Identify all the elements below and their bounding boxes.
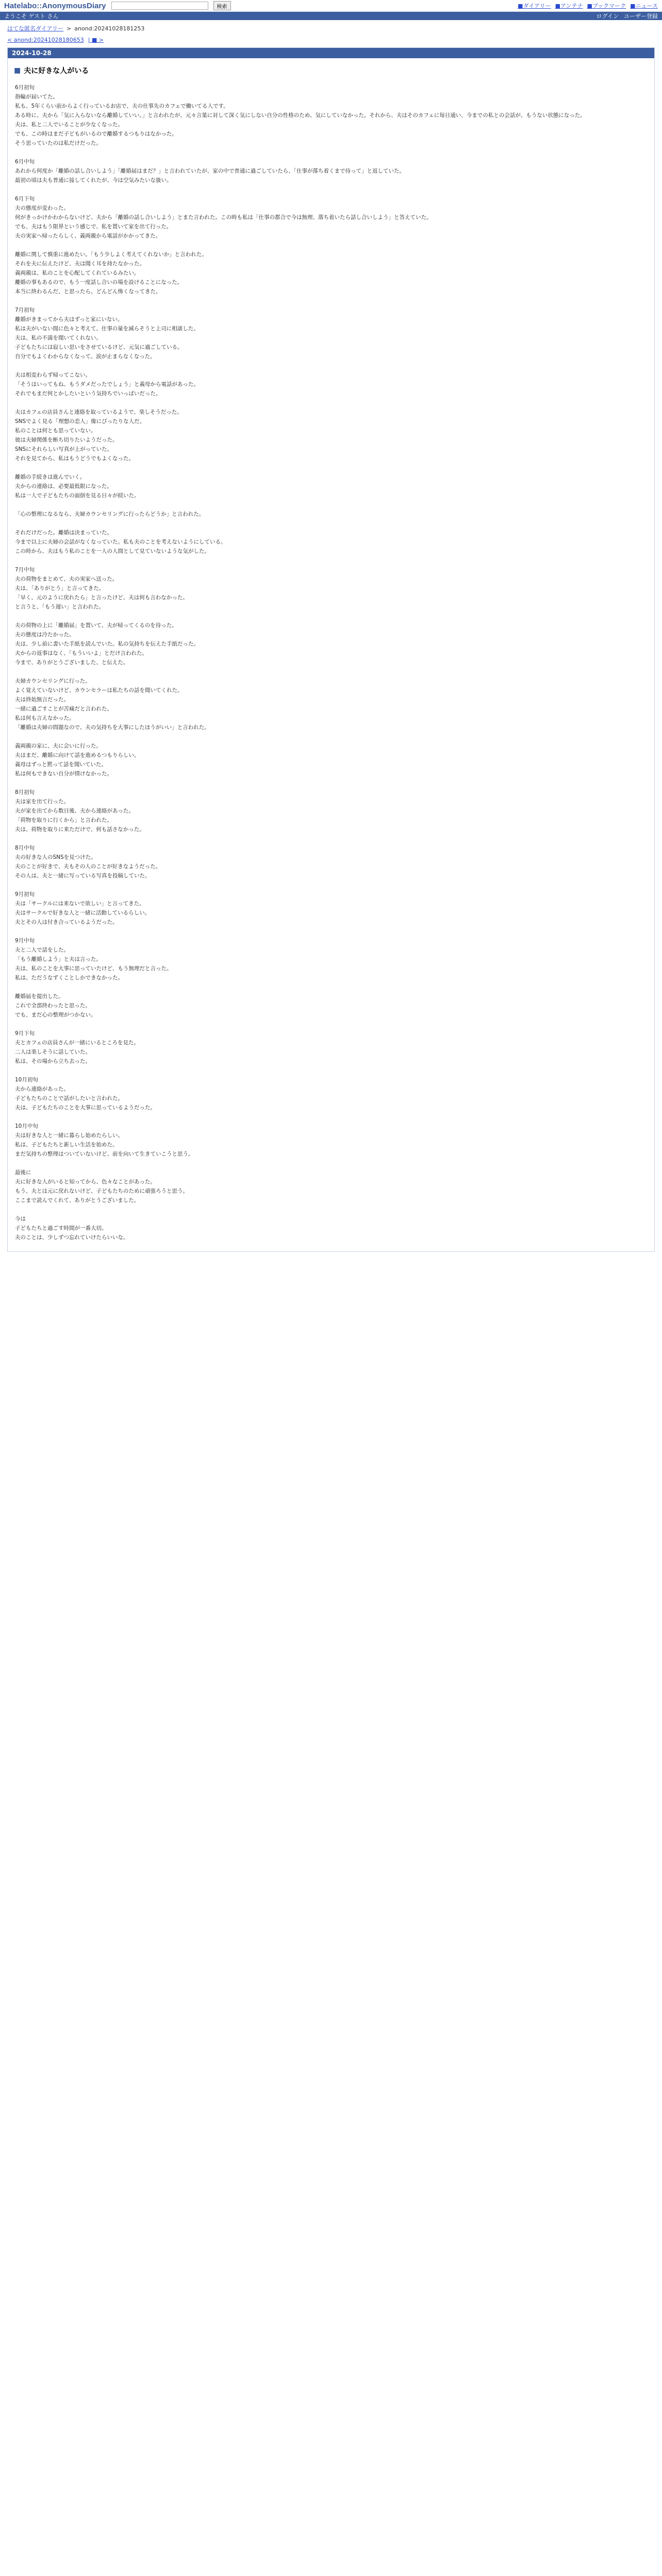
entry-paragraph: [15, 1214, 647, 1242]
entry-line: 夫の荷物の上に「離婚届」を置いて、夫が帰ってくるのを待った。: [15, 622, 177, 629]
entry-line: この時から、夫はもう私のことを一人の人間として見ていないような気がした。: [15, 548, 210, 554]
entry-line: 義両親は、私のことを心配してくれているみたい。: [15, 270, 140, 276]
entry-line: 夫は、子どもたちのことを大事に思っているようだった。: [15, 1105, 156, 1111]
entry-date: 2024-10-28: [8, 48, 654, 58]
entry-line: 6月下旬: [15, 196, 35, 202]
entry-line: 9月初旬: [15, 891, 35, 897]
breadcrumb: [0, 20, 662, 35]
entry-paragraph: [15, 472, 647, 500]
entry-line: 8月初旬: [15, 789, 35, 795]
entry-line: 夫の態度が変わった。: [15, 205, 69, 211]
entry-line: 夫は、私のことを大事に思っていたけど、もう無理だと言った。: [15, 965, 172, 972]
entry-line: でも、この時はまだ子どもがいるので離婚するつもりはなかった。: [15, 131, 177, 137]
breadcrumb-separator: >: [67, 25, 72, 32]
entry-line: これで全部終わったと思った。: [15, 1003, 91, 1009]
entry-line: 夫が家を出てから数日後、夫から連絡があった。: [15, 808, 134, 814]
entry-line: 離婚届を提出した。: [15, 993, 64, 999]
top-bar: [0, 0, 662, 12]
entry-line: 自分でもよくわからなくなって、涙が止まらなくなった。: [15, 353, 156, 360]
entry-line: 「もう離婚しよう」と夫は言った。: [15, 956, 102, 962]
entry-line: それだけだった。離婚は決まっていた。: [15, 530, 112, 536]
entry-paragraph: [15, 788, 647, 834]
entry-line: 夫から連絡があった。: [15, 1086, 69, 1092]
entry-line: 夫は、荷物を取りに来ただけで、何も話さなかった。: [15, 826, 145, 833]
entry-line: 6月初旬: [15, 84, 35, 91]
entry-line: 何がきっかけかわからないけど、夫から「離婚の話し合いしよう」とまた言われた。この時も私は「仕事の都合で今は無理、落ち着いたら話し合いしよう」と答えていた。: [15, 214, 432, 221]
entry-line: 「離婚は夫婦の問題なので、夫の気持ちを大事にしたほうがいい」と言われた。: [15, 724, 210, 731]
entry-line: 夫からの返事はなく、「もういいよ」とだけ言われた。: [15, 650, 148, 656]
entry-container: [7, 47, 655, 1252]
entry-paragraph: [15, 992, 647, 1020]
entry-line: 夫の態度は冷たかった。: [15, 632, 75, 638]
entry-line: 離婚に関して慎重に進めたい。「もう少しよく考えてくれないか」と言われた。: [15, 251, 207, 258]
entry-paragraph: [15, 408, 647, 463]
entry-line: 一緒に過ごすことが苦痛だと言われた。: [15, 706, 112, 712]
entry-paragraph: [15, 250, 647, 296]
entry-line: 私は何もできない自分が情けなかった。: [15, 771, 112, 777]
entry-line: 9月中旬: [15, 938, 35, 944]
entry-paragraph: [15, 510, 647, 519]
entry-line: 夫の好きな人のSNSを見つけた。: [15, 854, 96, 860]
entry-line: 私は、子どもたちと新しい生活を始めた。: [15, 1142, 118, 1148]
entry-line: 私は、その場から立ち去った。: [15, 1058, 91, 1064]
prev-entry-link[interactable]: < anond:20241028180653: [7, 37, 84, 43]
entry-line: 夫の実家へ帰ったらしく、義両親から電話がかかってきた。: [15, 233, 161, 239]
entry-title: [8, 58, 654, 83]
entry-line: 夫とカフェの店員さんが一緒にいるところを見た。: [15, 1040, 139, 1046]
entry-line: 今まで以上に夫婦の会話がなくなっていた。私も夫のことを考えないようにしている。: [15, 539, 226, 545]
entry-line: 6月中旬: [15, 159, 35, 165]
entry-line: 離婚がきまってから夫はずっと家にいない。: [15, 316, 123, 323]
entry-line: 私のことは何とも思っていない。: [15, 428, 96, 434]
entry-line: 彼は夫婦関係を断ち切りたいようだった。: [15, 437, 118, 443]
entry-line: 「早く、元のように戻れたら」と言ったけど、夫は何も言わなかった。: [15, 595, 188, 601]
breadcrumb-current: anond:20241028181253: [74, 25, 145, 32]
search-button[interactable]: 検索: [213, 1, 231, 10]
entry-line: 義母はずっと黙って話を聞いていた。: [15, 761, 107, 768]
entry-navigation: [0, 35, 662, 47]
entry-line: 夫婦カウンセリングに行った。: [15, 678, 91, 684]
toplink-antenna[interactable]: ■アンテナ: [555, 3, 583, 9]
entry-line: 夫は、私と二人でいることが少なくなった。: [15, 122, 123, 128]
entry-line: 最初の頃は夫も普通に接してくれたが、今は空気みたいな扱い。: [15, 177, 172, 183]
entry-title-text[interactable]: 夫に好きな人がいる: [24, 67, 89, 75]
entry-line: 夫とその人は付き合っているようだった。: [15, 919, 118, 925]
entry-paragraph: [15, 83, 647, 148]
user-bar: [0, 12, 662, 20]
entry-line: 夫は相変わらず帰ってこない。: [15, 372, 91, 378]
entry-body: [8, 83, 654, 1242]
entry-line: それでもまだ何とかしたいという気持ちでいっぱいだった。: [15, 391, 161, 397]
entry-line: 7月初旬: [15, 307, 35, 313]
entry-line: でも、夫はもう限界という感じで、私を置いて家を出て行った。: [15, 224, 172, 230]
breadcrumb-home[interactable]: はてな匿名ダイアリー: [7, 25, 64, 32]
entry-line: 夫からの連絡は、必要最低限になった。: [15, 483, 112, 489]
entry-line: 夫はまだ、離婚に向けて話を進めるつもりらしい。: [15, 752, 140, 758]
entry-line: ここまで読んでくれて、ありがとうございました。: [15, 1197, 140, 1204]
entry-paragraph: [15, 676, 647, 732]
entry-line: もう、夫とは元に戻れないけど、子どもたちのために頑張ろうと思う。: [15, 1188, 188, 1194]
entry-line: 二人は楽しそうに話していた。: [15, 1049, 91, 1055]
login-link[interactable]: ログイン: [596, 13, 619, 20]
title-square-icon: ■: [14, 66, 21, 75]
entry-line: 夫は終始無言だった。: [15, 697, 69, 703]
next-entry-link[interactable]: | ■ >: [88, 37, 104, 43]
entry-line: 私は夫がいない間に色々と考えて、仕事の量を減らそうと上司に相談した。: [15, 326, 199, 332]
entry-line: 私は、ただうなずくことしかできなかった。: [15, 975, 123, 981]
entry-line: 夫は「サークルには来ないで欲しい」と言ってきた。: [15, 901, 145, 907]
entry-line: 夫は、「ありがとう」と言ってきた。: [15, 585, 105, 591]
entry-line: 今まで、ありがとうございました、と伝えた。: [15, 659, 129, 666]
entry-line: 今は: [15, 1216, 26, 1222]
entry-line: 義両親の家に、夫に会いに行った。: [15, 743, 102, 749]
entry-line: 指輪が届いてた。: [15, 94, 58, 100]
entry-paragraph: [15, 890, 647, 927]
entry-line: SNSでよく見る「理想の恋人」像にぴったりな人だ。: [15, 418, 145, 425]
entry-line: 子どもたちと過ごす時間が一番大切。: [15, 1225, 107, 1231]
entry-line: 夫はカフェの店員さんと連絡を取っているようで、楽しそうだった。: [15, 409, 183, 415]
entry-line: 私も、5年くらい前からよく行っているお店で、夫の仕事先のカフェで働いてる人です。: [15, 103, 229, 109]
entry-line: 夫は家を出て行った。: [15, 799, 69, 805]
entry-line: 7月中旬: [15, 567, 35, 573]
register-link[interactable]: ユーザー登録: [624, 13, 658, 20]
entry-line: 夫は好きな人と一緒に暮らし始めたらしい。: [15, 1132, 123, 1139]
entry-line: 最後に: [15, 1170, 31, 1176]
entry-line: 「そうはいってもね、もうダメだったでしょう」と義母から電話があった。: [15, 381, 199, 387]
entry-line: 子どもたちには寂しい思いをさせているけど、元気に過ごしている。: [15, 344, 183, 350]
entry-paragraph: [15, 306, 647, 361]
entry-line: 夫はサークルで好きな人と一緒に活動しているらしい。: [15, 910, 151, 916]
entry-line: 本当に終わるんだ、と思ったら、どんどん怖くなってきた。: [15, 289, 161, 295]
entry-line: 子どもたちのことで話がしたいと言われた。: [15, 1095, 123, 1101]
entry-line: 8月中旬: [15, 845, 35, 851]
entry-line: 10月初旬: [15, 1077, 38, 1083]
entry-line: 私は何も言えなかった。: [15, 715, 75, 721]
entry-line: と言うと、「もう遅い」と言われた。: [15, 604, 105, 610]
entry-line: それを見てから、私はもうどうでもよくなった。: [15, 455, 134, 462]
entry-line: SNSにそれらしい写真が上がっていた。: [15, 446, 113, 452]
entry-line: でも、まだ心の整理がつかない。: [15, 1012, 96, 1018]
entry-paragraph: [15, 528, 647, 556]
entry-line: 夫のことが好きで、夫もその人のことが好きなようだった。: [15, 863, 161, 870]
entry-line: その人は、夫と一緒に写っている写真を投稿していた。: [15, 873, 151, 879]
entry-paragraph: [15, 1168, 647, 1205]
site-logo[interactable]: Hatelabo::AnonymousDiary: [4, 1, 106, 10]
entry-line: 夫に好きな人がいると知ってから、色々なことがあった。: [15, 1179, 156, 1185]
entry-paragraph: [15, 1075, 647, 1112]
entry-line: 夫は、私の不満を聞いてくれない。: [15, 335, 102, 341]
toplink-bookmark[interactable]: ■ブックマーク: [587, 3, 626, 9]
entry-paragraph: [15, 1029, 647, 1066]
top-links: [518, 2, 658, 10]
toplink-diary[interactable]: ■ダイアリー: [518, 3, 551, 9]
search-input[interactable]: [111, 2, 208, 10]
entry-line: 離婚の事もあるので、もう一度話し合いの場を設けることになった。: [15, 279, 183, 285]
toplink-news[interactable]: ■ニュース: [630, 3, 658, 9]
entry-paragraph: [15, 370, 647, 398]
entry-line: 夫のことは、少しずつ忘れていけたらいいな。: [15, 1234, 129, 1241]
entry-line: 10月中旬: [15, 1123, 38, 1129]
entry-line: まだ気持ちの整理はついていないけど、前を向いて生きていこうと思う。: [15, 1151, 194, 1157]
entry-paragraph: [15, 194, 647, 241]
entry-line: 夫と二人で話をした。: [15, 947, 69, 953]
entry-line: 9月下旬: [15, 1030, 35, 1037]
entry-paragraph: [15, 621, 647, 667]
entry-line: そう思っていたのは私だけだった。: [15, 140, 102, 146]
welcome-text: ようこそ ゲスト さん: [4, 13, 59, 20]
entry-paragraph: [15, 843, 647, 880]
entry-paragraph: [15, 1122, 647, 1159]
entry-line: あれから何度か「離婚の話し合いしよう」「離婚届はまだ？」と言われていたが、家の中で普通に過ごしていたら、「仕事が落ち着くまで待って」と返していた。: [15, 168, 405, 174]
entry-line: 私は一人で子どもたちの面倒を見る日々が続いた。: [15, 493, 140, 499]
entry-paragraph: [15, 157, 647, 185]
entry-line: 離婚の手続きは進んでいく。: [15, 474, 86, 480]
entry-line: それを夫に伝えたけど、夫は聞く耳を持たなかった。: [15, 261, 145, 267]
entry-paragraph: [15, 936, 647, 982]
entry-line: 夫は、少し前に書いた手紙を読んでいた。私の気持ちを伝えた手紙だった。: [15, 641, 199, 647]
entry-line: よく覚えていないけど、カウンセラーは私たちの話を聞いてくれた。: [15, 687, 183, 693]
entry-line: 「心の整理になるなら、夫婦カウンセリングに行ったらどうか」と言われた。: [15, 511, 205, 517]
entry-line: 「荷物を取りに行くから」と言われた。: [15, 817, 112, 823]
entry-line: ある時に、夫から「気に入らないなら離婚していい。」と言われたが、元々言葉に対して深く気にしない自分の性格のため、気にしていなかった。それから、夫はそのカフェに毎日通い、今までの私との会話が、もうない状態になった。: [15, 112, 586, 118]
entry-line: 夫の荷物をまとめて、夫の実家へ送った。: [15, 576, 118, 582]
entry-paragraph: [15, 741, 647, 778]
entry-paragraph: [15, 565, 647, 612]
